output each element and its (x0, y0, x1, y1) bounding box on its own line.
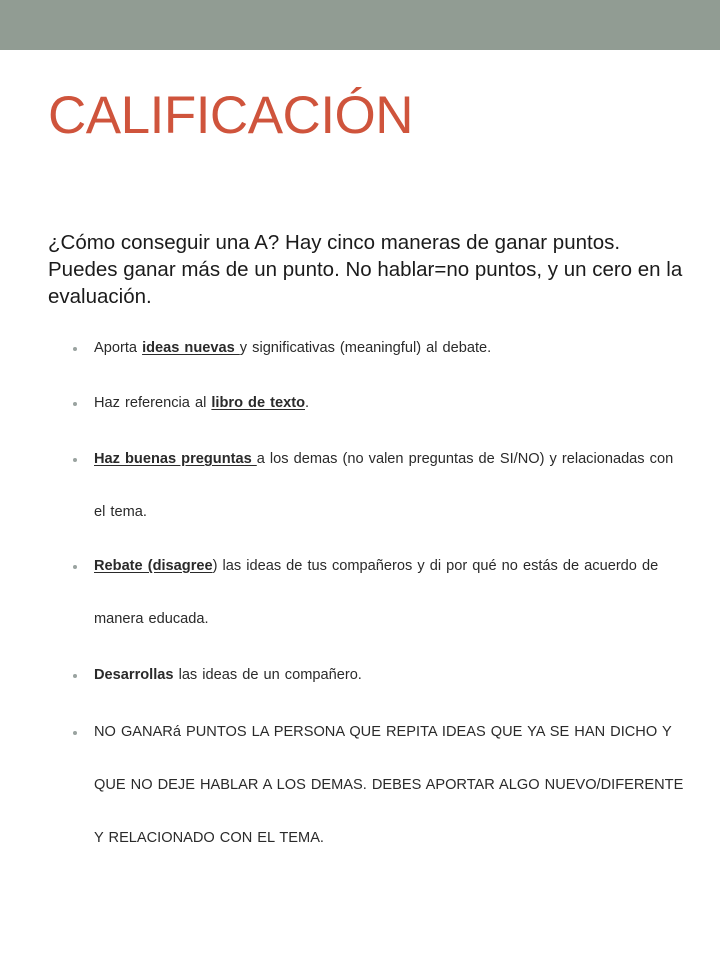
bullet-item (76, 649, 686, 702)
bullet-dot-icon (73, 731, 77, 735)
top-accent-bar (0, 0, 720, 50)
bullet-pre: Aporta (94, 340, 143, 356)
bullet-emphasis: Haz buenas preguntas (94, 451, 257, 467)
bullet-item (76, 706, 686, 865)
bullet-dot-icon (73, 347, 77, 351)
bullet-item (76, 540, 686, 646)
bullet-strong: Desarrollas (94, 667, 174, 683)
bullet-emphasis: libro de texto (211, 395, 305, 411)
bullet-pre: NO GANARá PUNTOS LA PERSONA QUE REPITA IDEAS QUE YA SE HAN DICHO Y QUE NO DEJE HABLAR A LOS DEMAS. DEBES APORTAR ALGO NUEVO/DIFERENTE Y RELACIONADO CON EL TEMA. (94, 724, 684, 846)
bullet-item (76, 433, 686, 539)
bullet-post: . (305, 395, 310, 411)
bullet-pre: Haz referencia al (94, 395, 212, 411)
bullet-post: a los demas (no valen preguntas de SI/NO) y relacionadas con el tema. (94, 451, 674, 520)
bullet-dot-icon (73, 565, 77, 569)
bullet-emphasis: Rebate (disagree (94, 558, 213, 574)
bullet-dot-icon (73, 458, 77, 462)
bullet-post: las ideas de un compañero. (173, 667, 362, 683)
bullet-post: ) las ideas de tus compañeros y di por qué no estás de acuerdo de manera educada. (94, 558, 659, 627)
bullet-post: y significativas (meaningful) al debate. (239, 340, 492, 356)
bullet-item (76, 322, 686, 375)
intro-paragraph: ¿Cómo conseguir una A? Hay cinco maneras de ganar puntos. Puedes ganar más de un punto. No hablar=no puntos, y un cero en la evaluación. (48, 231, 683, 308)
slide-title: CALIFICACIÓN (48, 86, 414, 145)
bullet-item (76, 377, 686, 430)
bullet-dot-icon (73, 402, 77, 406)
bullet-dot-icon (73, 674, 77, 678)
bullet-emphasis: ideas nuevas (142, 340, 240, 356)
